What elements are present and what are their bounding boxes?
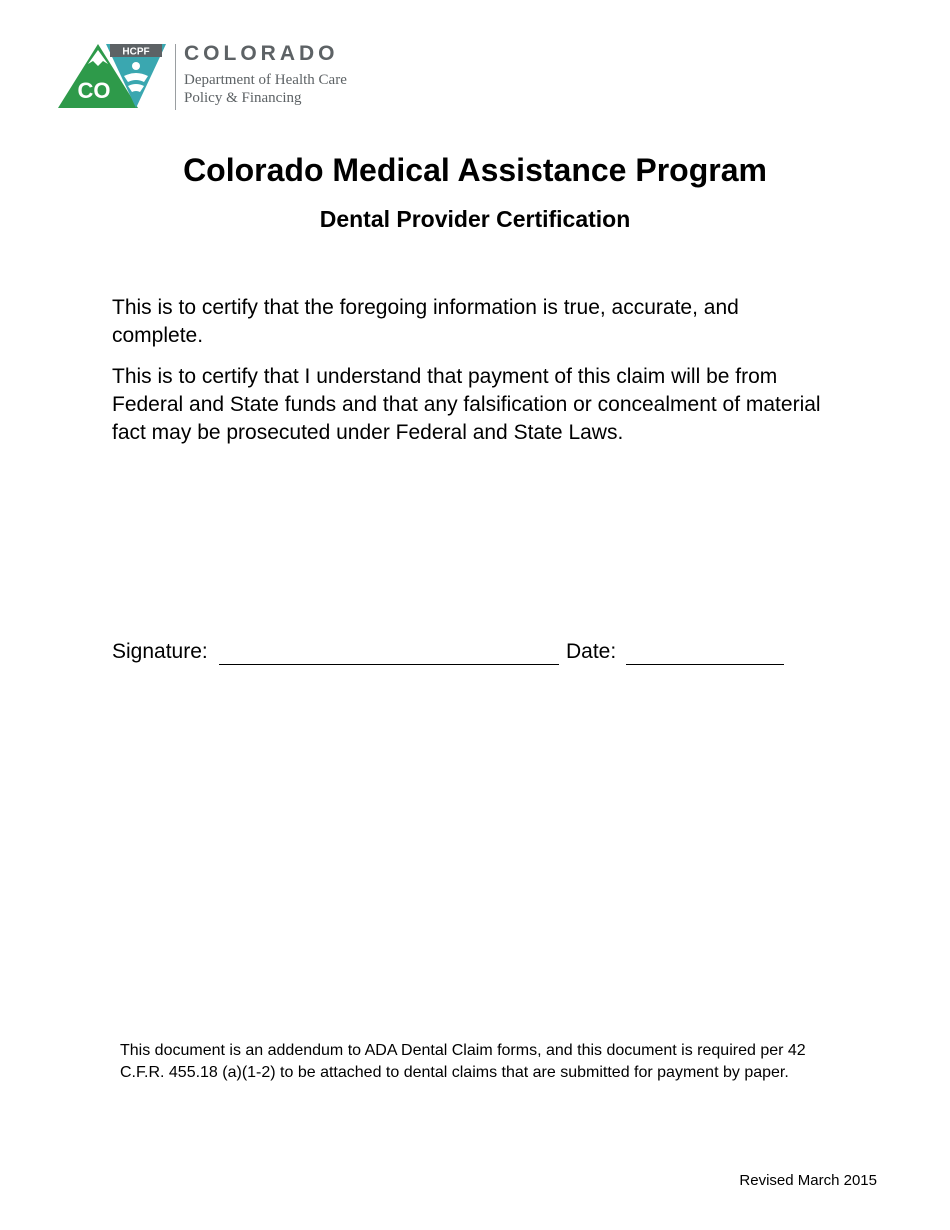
document-subtitle: Dental Provider Certification [319,206,631,232]
org-block [184,42,347,107]
document-title: Colorado Medical Assistance Program [183,152,767,188]
org-name: COLORADO [184,42,339,65]
dept-line-2: Policy & Financing [184,90,302,106]
signature-row [112,638,812,668]
colorado-triangle-logo-icon [58,40,173,115]
logo-badge-text: HCPF [122,46,150,58]
certification-paragraph-2: This is to certify that I understand that payment of this claim will be from Federal and State funds and that any falsification or concealment of material fact may be prosecuted under Federal and State Laws. [112,365,821,444]
logo-letters-text: CO [77,78,111,103]
date-label: Date: [566,640,617,663]
logo-divider [175,44,176,110]
signature-line[interactable] [219,664,559,665]
addendum-footnote: This document is an addendum to ADA Dental Claim forms, and this document is required per 42 C.F.R. 455.18 (a)(1-2) to be attached to dental claims that are submitted for payment by paper. [120,1042,806,1081]
certification-paragraph-1: This is to certify that the foregoing information is true, accurate, and complete. [112,296,739,347]
signature-label: Signature: [112,640,208,663]
dept-line-1: Department of Health Care [184,72,347,88]
date-line[interactable] [626,664,784,665]
revision-date: Revised March 2015 [739,1172,877,1189]
